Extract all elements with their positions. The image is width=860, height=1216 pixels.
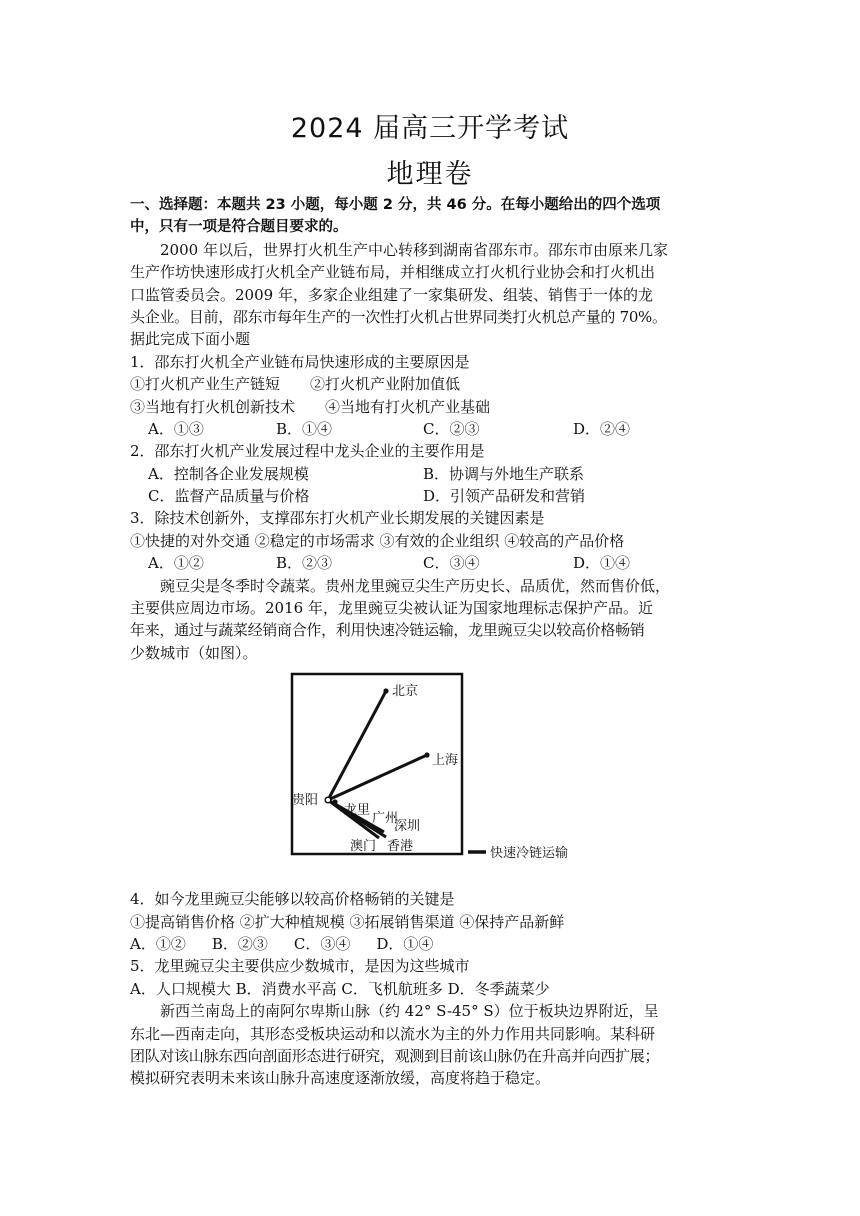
passage-line: 豌豆尖是冬季时令蔬菜。贵州龙里豌豆尖生产历史长、品质优，然而售价低， — [160, 576, 671, 595]
question-items: ①打火机产业生产链短 ②打火机产业附加值低 — [130, 375, 461, 394]
exam-title: 2024 届高三开学考试 — [290, 113, 570, 144]
option-c[interactable]: C．③④ — [423, 554, 480, 573]
passage-southern-alps — [130, 1000, 742, 1090]
route-beijing — [328, 691, 386, 800]
option-c[interactable]: C．监督产品质量与价格 — [148, 487, 310, 506]
passage-line: 2000 年以后，世界打火机生产中心转移到湖南省邵东市。邵东市由原来几家 — [160, 240, 668, 259]
question-items: ①快捷的对外交通 ②稳定的市场需求 ③有效的企业组织 ④较高的产品价格 — [130, 531, 625, 550]
option-d[interactable]: D．①④ — [376, 934, 434, 953]
passage-line: 头企业。目前，邵东市每年生产的一次性打火机占世界同类打火机总产量的 70%。 — [130, 307, 667, 326]
map-label-longli: 龙里 — [344, 803, 371, 819]
option-b[interactable]: B．协调与外地生产联系 — [423, 464, 585, 483]
cold-chain-map — [280, 672, 580, 877]
passage-line: 据此完成下面小题 — [130, 330, 251, 349]
answer-options — [130, 933, 742, 955]
map-label-beijing: 北京 — [392, 684, 419, 700]
city-point-guiyang — [325, 797, 331, 803]
passage-line: 模拟研究表明未来该山脉升高速度逐渐放缓，高度将趋于稳定。 — [130, 1069, 551, 1088]
city-point-beijing — [383, 689, 388, 694]
passage-lighter — [130, 239, 742, 351]
section-header-line: 一、选择题：本题共 23 小题，每小题 2 分，共 46 分。在每小题给出的四个选项 — [130, 197, 661, 213]
question-3 — [130, 507, 742, 574]
map-label-shenzhen: 深圳 — [394, 819, 421, 835]
answer-options[interactable]: A．人口规模大 B．消费水平高 C．飞机航班多 D．冬季蔬菜少 — [130, 979, 550, 998]
option-a[interactable]: A．控制各企业发展规模 — [148, 464, 309, 483]
question-stem: 2．邵东打火机产业发展过程中龙头企业的主要作用是 — [130, 442, 485, 461]
option-a[interactable]: A．①② — [148, 554, 204, 573]
passage-line: 年来，通过与蔬菜经销商合作，利用快速冷链运输，龙里豌豆尖以较高价格畅销 — [130, 621, 645, 640]
option-d[interactable]: D．引领产品研发和营销 — [423, 487, 586, 506]
option-a[interactable]: A．①② — [130, 934, 186, 953]
route-shanghai — [328, 755, 427, 800]
passage-line: 主要供应周边市场。2016 年，龙里豌豆尖被认证为国家地理标志保护产品。近 — [130, 599, 653, 618]
cold-chain-map-figure — [130, 672, 742, 882]
question-stem: 5．龙里豌豆尖主要供应少数城市，是因为这些城市 — [130, 957, 470, 976]
answer-options — [130, 485, 742, 507]
map-label-shanghai: 上海 — [432, 753, 459, 769]
map-label-guiyang: 贵阳 — [292, 793, 319, 809]
question-items: ③当地有打火机创新技术 ④当地有打火机产业基础 — [130, 397, 491, 416]
question-1 — [130, 351, 742, 441]
exam-content — [130, 194, 742, 1090]
passage-line: 团队对该山脉东西向剖面形态进行研究，观测到目前该山脉仍在升高并向西扩展； — [130, 1046, 660, 1065]
question-stem: 3．除技术创新外，支撑邵东打火机产业长期发展的关键因素是 — [130, 509, 545, 528]
option-b[interactable]: B．②③ — [276, 554, 333, 573]
option-c[interactable]: C．③④ — [293, 934, 351, 953]
passage-line: 东北—西南走向，其形态受板块运动和以流水为主的外力作用共同影响。某科研 — [130, 1024, 656, 1043]
option-b[interactable]: B．①④ — [276, 419, 333, 438]
question-5 — [130, 955, 742, 1000]
question-items: ①提高销售价格 ②扩大种植规模 ③拓展销售渠道 ④保持产品新鲜 — [130, 912, 565, 931]
section-header-line: 中，只有一项是符合题目要求的。 — [130, 219, 348, 236]
passage-pea-shoots — [130, 575, 742, 665]
option-d[interactable]: D．①④ — [573, 554, 631, 573]
answer-options — [130, 552, 742, 574]
passage-line: 少数城市（如图）。 — [130, 643, 258, 662]
legend-label: 快速冷链运输 — [490, 846, 569, 862]
question-4 — [130, 888, 742, 955]
passage-line: 生产作坊快速形成打火机全产业链布局，并相继成立打火机行业协会和打火机出 — [130, 263, 656, 282]
option-c[interactable]: C．②③ — [423, 419, 480, 438]
option-d[interactable]: D．②④ — [573, 419, 631, 438]
question-2 — [130, 440, 742, 507]
map-label-macau: 澳门 — [350, 839, 377, 855]
question-stem: 1．邵东打火机全产业链布局快速形成的主要原因是 — [130, 352, 470, 371]
map-label-guangzhou: 广州 — [372, 811, 399, 827]
city-point-shanghai — [424, 753, 429, 758]
map-label-hongkong: 香港 — [387, 839, 414, 855]
answer-options — [130, 418, 742, 440]
option-a[interactable]: A．①③ — [148, 419, 204, 438]
option-b[interactable]: B．②③ — [211, 934, 268, 953]
answer-options — [130, 463, 742, 485]
passage-line: 口监管委员会。2009 年，多家企业组建了一家集研发、组装、销售于一体的龙 — [130, 285, 653, 304]
passage-line: 新西兰南岛上的南阿尔卑斯山脉（约 42° S-45° S）位于板块边界附近，呈 — [160, 1002, 659, 1021]
exam-subtitle: 地理卷 — [386, 159, 474, 190]
question-stem: 4．如今龙里豌豆尖能够以较高价格畅销的关键是 — [130, 890, 455, 909]
city-point-longli — [332, 800, 337, 805]
